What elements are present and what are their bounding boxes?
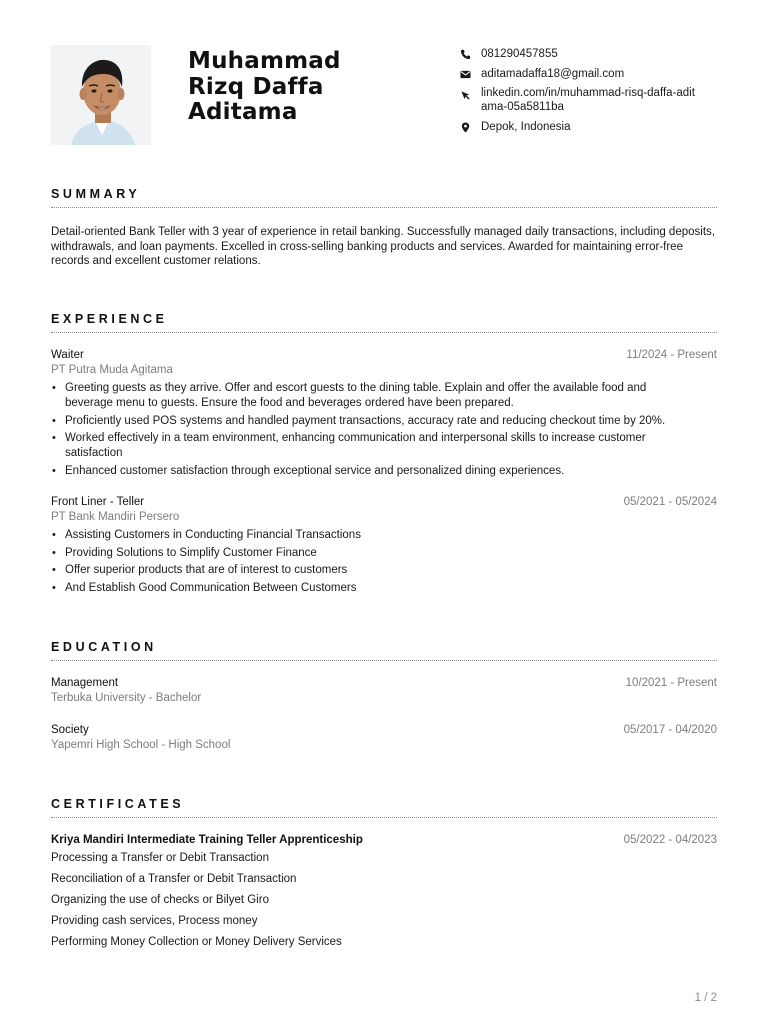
email-icon	[460, 69, 471, 80]
certificate-item: Reconciliation of a Transfer or Debit Transaction	[51, 873, 297, 885]
candidate-name-line: Rizq Daffa	[188, 73, 324, 100]
experience-bullet-list	[51, 381, 691, 481]
section-divider	[51, 207, 717, 208]
list-item: • Assisting Customers in Conducting Financial Transactions	[51, 528, 691, 543]
phone-icon	[460, 49, 471, 60]
email-address[interactable]: aditamadaffa18@gmail.com	[481, 67, 625, 80]
education-field: Management	[51, 677, 119, 689]
experience-bullet-list	[51, 528, 691, 598]
profile-photo	[51, 45, 151, 145]
certificate-name: Kriya Mandiri Intermediate Training Teller Apprenticeship	[51, 834, 363, 846]
section-divider	[51, 332, 717, 333]
candidate-name	[188, 49, 388, 126]
linkedin-url[interactable]	[481, 86, 719, 114]
experience-company: PT Putra Muda Agitama	[51, 364, 173, 376]
certificate-item: Processing a Transfer or Debit Transaction	[51, 852, 269, 864]
section-title-experience: EXPERIENCE	[51, 312, 168, 326]
list-item: • Enhanced customer satisfaction through exceptional service and personalized dining experiences.	[51, 464, 691, 479]
experience-date: 05/2021 - 05/2024	[623, 496, 717, 508]
education-school: Yapemri High School - High School	[51, 739, 231, 751]
cursor-link-icon	[460, 90, 471, 101]
contact-location	[459, 120, 719, 134]
candidate-name-line: Aditama	[188, 99, 298, 125]
education-field: Society	[51, 724, 89, 736]
section-title-education: EDUCATION	[51, 640, 157, 654]
experience-date: 11/2024 - Present	[626, 349, 717, 361]
phone-number: 081290457855	[481, 48, 558, 60]
section-title-certificates: CERTIFICATES	[51, 797, 185, 811]
list-item: • Providing Solutions to Simplify Customer Finance	[51, 546, 691, 561]
location-text: Depok, Indonesia	[481, 121, 571, 133]
section-divider	[51, 817, 717, 818]
list-item: • And Establish Good Communication Between Customers	[51, 581, 691, 596]
contact-phone	[459, 47, 719, 61]
experience-role: Waiter	[51, 349, 84, 361]
experience-company: PT Bank Mandiri Persero	[51, 511, 180, 523]
list-item: • Offer superior products that are of interest to customers	[51, 563, 691, 578]
map-pin-icon	[460, 122, 471, 133]
page-number: 1 / 2	[694, 992, 717, 1004]
education-date: 10/2021 - Present	[625, 677, 717, 689]
linkedin-url-line: ama-05a5811ba	[481, 101, 564, 113]
contact-list	[459, 47, 719, 140]
list-item: • Worked effectively in a team environment, enhancing communication and interpersonal skills to increase customer satisfaction	[51, 431, 691, 461]
profile-photo-image	[51, 45, 151, 145]
certificate-item: Providing cash services, Process money	[51, 915, 258, 927]
certificate-item: Performing Money Collection or Money Delivery Services	[51, 936, 342, 948]
experience-role: Front Liner - Teller	[51, 496, 145, 508]
candidate-name-line: Muhammad	[188, 48, 341, 74]
education-school: Terbuka University - Bachelor	[51, 692, 202, 704]
summary-text: Detail-oriented Bank Teller with 3 year of experience in retail banking. Successfully managed daily transactions, including deposits, withdrawals, and loan payments. Excelled in cross-selling banking products and services. Awarded for maintaining error-free records and excellent customer relations.	[51, 226, 715, 268]
list-item: • Proficiently used POS systems and handled payment transactions, accuracy rate and reducing checkout time by 20%.	[51, 414, 691, 429]
education-date: 05/2017 - 04/2020	[623, 724, 717, 736]
contact-linkedin	[459, 86, 719, 114]
certificate-date: 05/2022 - 04/2023	[623, 834, 717, 846]
section-divider	[51, 660, 717, 661]
list-item: • Greeting guests as they arrive. Offer and escort guests to the dining table. Explain and offer the available food and beverage menu to guests. Ensure the food and beverages ordered have been prepared.	[51, 381, 691, 411]
section-title-summary: SUMMARY	[51, 187, 141, 201]
contact-email	[459, 67, 719, 81]
linkedin-url-line: linkedin.com/in/muhammad-risq-daffa-adit	[481, 87, 695, 99]
resume-header	[51, 45, 717, 150]
certificate-item: Organizing the use of checks or Bilyet Giro	[51, 894, 269, 906]
